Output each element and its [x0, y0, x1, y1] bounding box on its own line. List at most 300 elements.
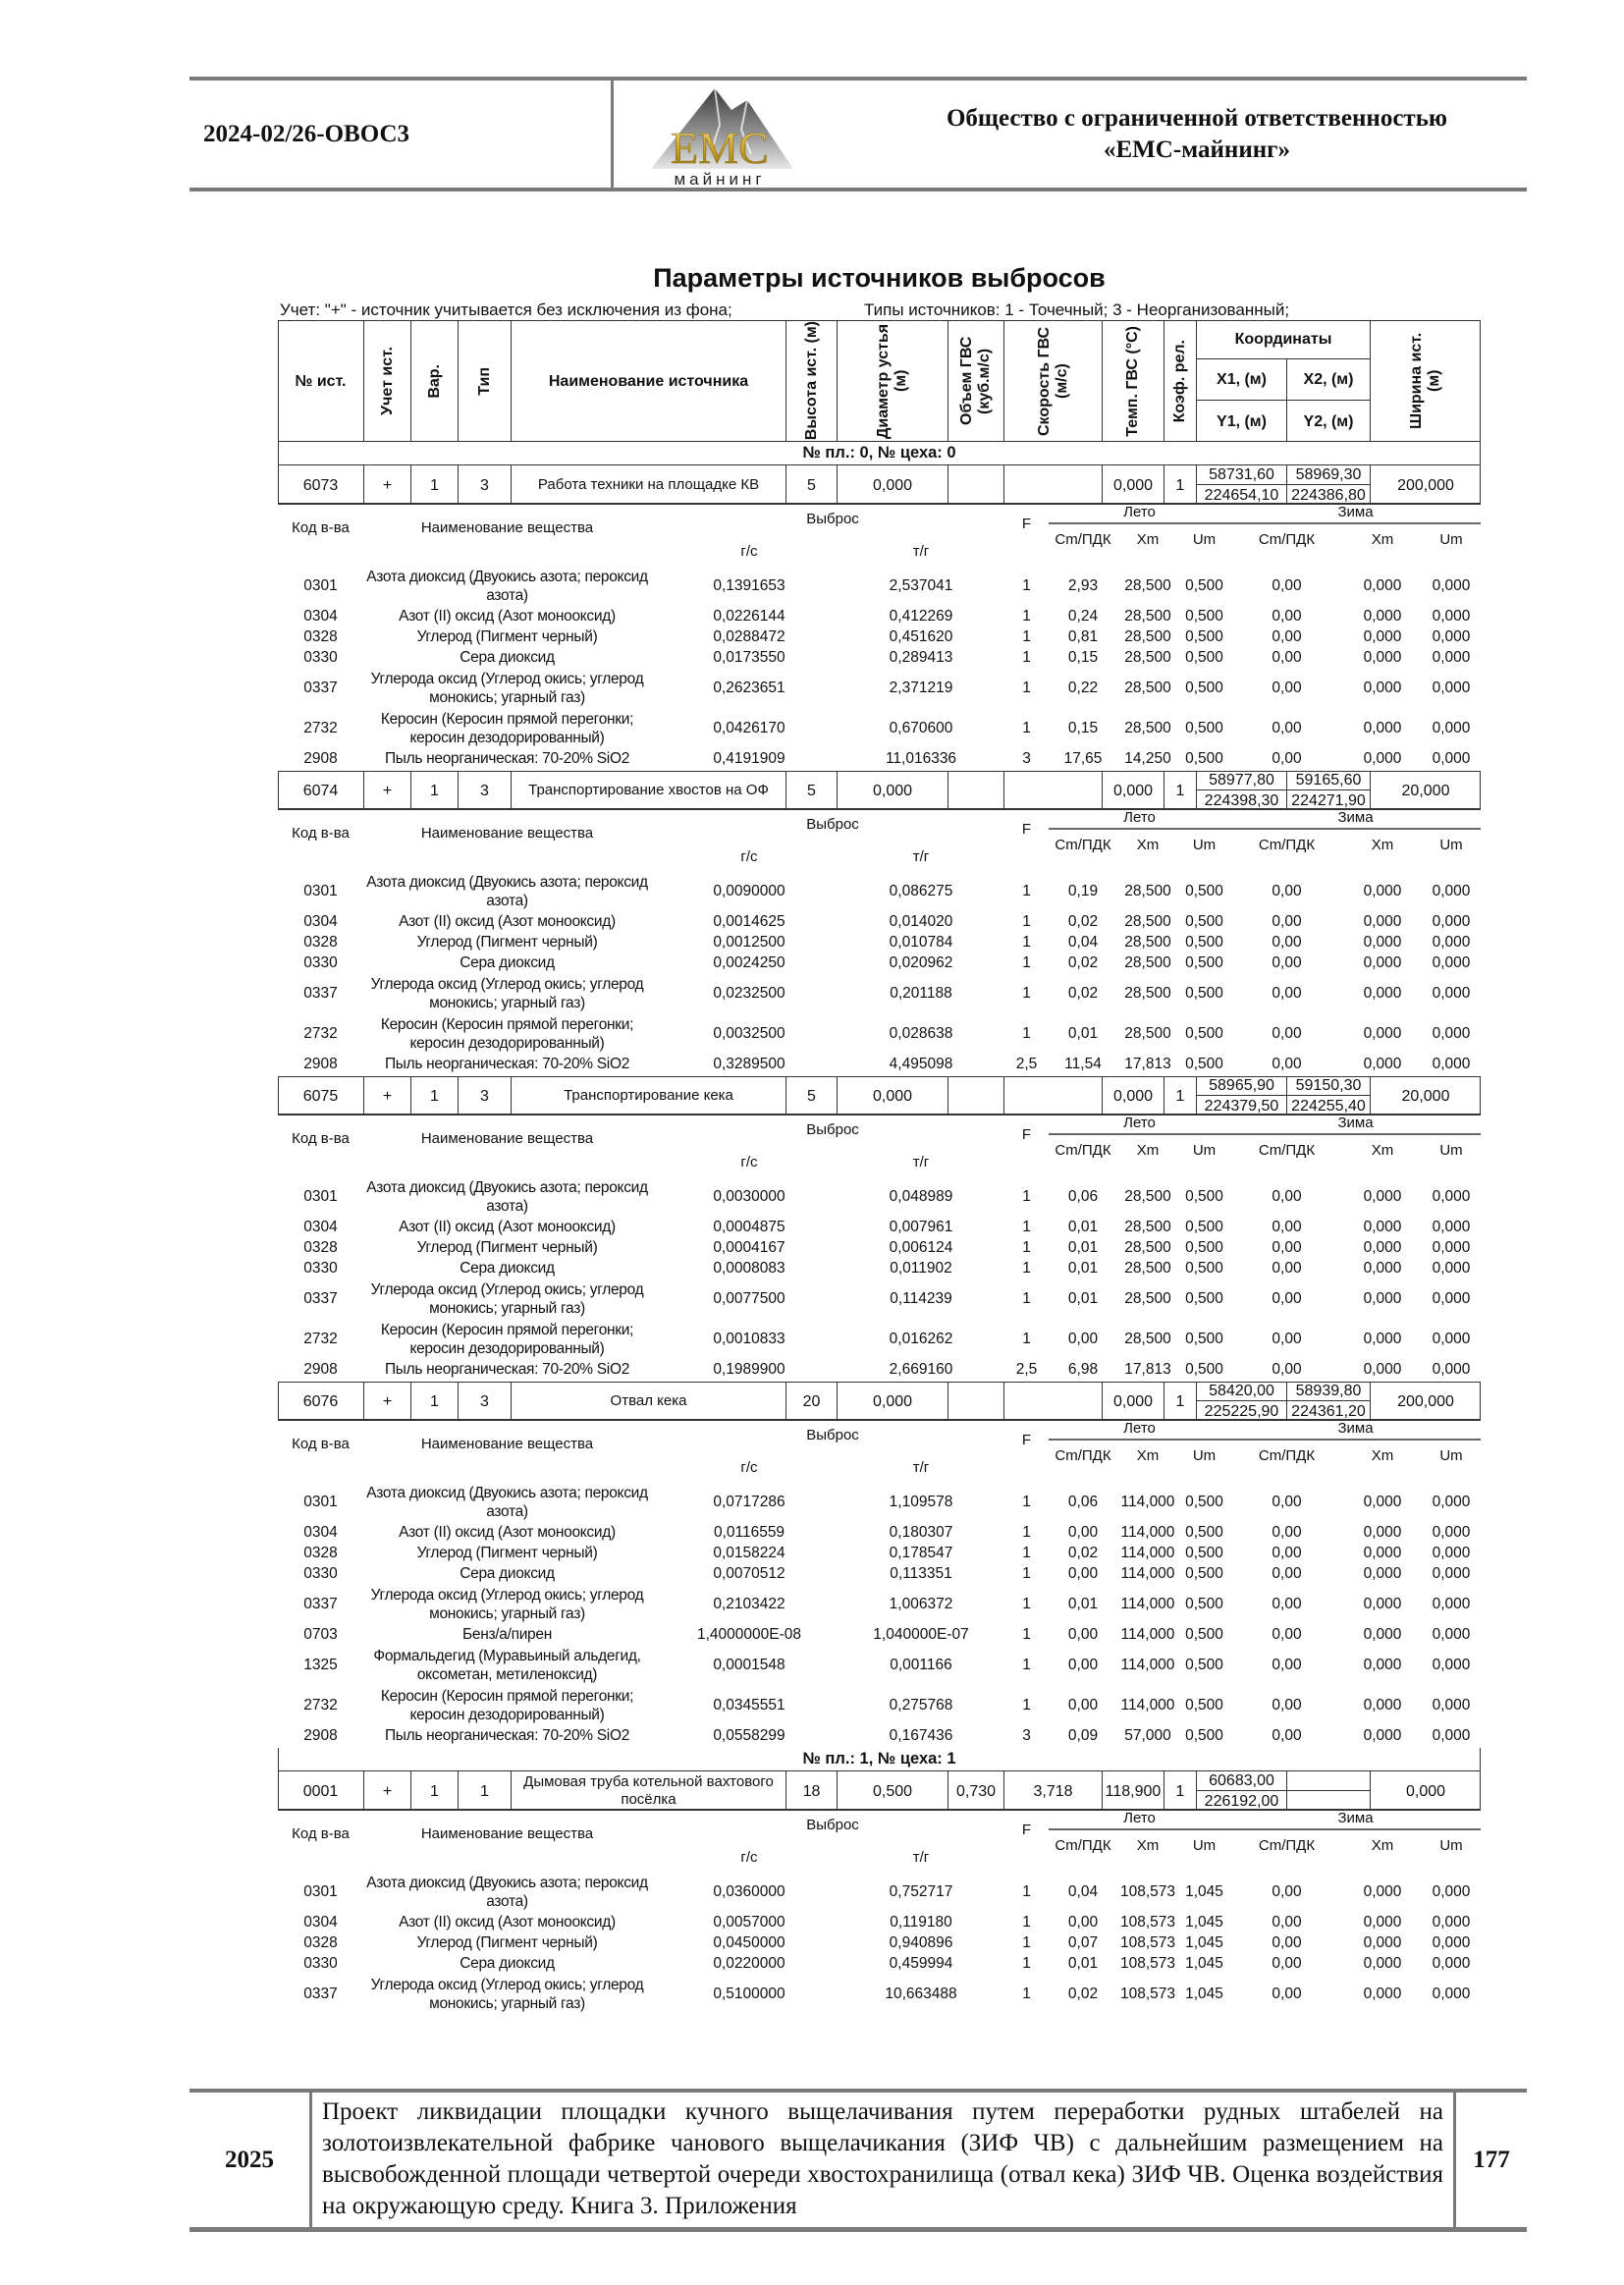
substance-winter-xm: 0,000	[1363, 1565, 1402, 1582]
substance-winter-xm: 0,000	[1363, 934, 1402, 951]
substance-code: 0304	[303, 1219, 338, 1235]
substance-summer-cm: 0,19	[1067, 883, 1099, 899]
substance-tg: 2,371219	[889, 680, 953, 696]
subst-header-name: Наименование вещества	[420, 518, 594, 536]
substance-summer-xm: 114,000	[1120, 1596, 1175, 1612]
substance-gs: 0,0173550	[713, 649, 785, 666]
source-x2: 59150,30	[1286, 1076, 1370, 1096]
subst-header-winter-xm: Xm	[1371, 1836, 1394, 1854]
source-x2: 58939,80	[1286, 1382, 1370, 1401]
header-coef	[1164, 320, 1196, 442]
substance-gs: 0,0010833	[713, 1331, 785, 1347]
subst-header-summer-xm: Xm	[1136, 1836, 1160, 1854]
season-divider	[1049, 1439, 1481, 1441]
substance-summer-um: 0,500	[1185, 1361, 1223, 1378]
source-name: Дымовая труба котельной вахтового посёлка	[511, 1771, 785, 1811]
substance-summer-cm: 0,00	[1067, 1657, 1099, 1673]
substance-winter-xm: 0,000	[1363, 913, 1402, 930]
substance-summer-cm: 0,00	[1067, 1697, 1099, 1714]
source-y1: 225225,90	[1196, 1401, 1286, 1421]
substance-name: Углерод (Пигмент черный)	[416, 1239, 598, 1256]
substance-name: Углерода оксид (Углерод окись; углерод монокись; угарный газ)	[370, 1976, 644, 2012]
substance-code: 0301	[303, 1883, 338, 1900]
substance-f: 1	[1022, 1290, 1031, 1307]
substance-summer-um: 0,500	[1185, 649, 1223, 666]
subst-header-summer-um: Um	[1192, 1141, 1217, 1159]
substance-winter-cm: 0,00	[1272, 1626, 1302, 1643]
substance-f: 1	[1022, 954, 1031, 971]
substance-name: Азота диоксид (Двуокись азота; пероксид азота)	[366, 1874, 648, 1910]
subst-header-code: Код в-ва	[292, 1435, 350, 1452]
substance-winter-cm: 0,00	[1272, 913, 1302, 930]
substance-summer-um: 0,500	[1185, 883, 1223, 899]
substance-summer-cm: 11,54	[1064, 1056, 1102, 1072]
substance-winter-cm: 0,00	[1272, 720, 1302, 736]
substance-summer-um: 0,500	[1185, 1657, 1223, 1673]
substance-summer-xm: 108,573	[1119, 1883, 1176, 1900]
subst-header-winter-cm: Cm/ПДК	[1258, 1836, 1316, 1854]
source-num: 6075	[302, 1087, 339, 1105]
substance-code: 0328	[303, 1545, 338, 1561]
substance-summer-um: 0,500	[1185, 985, 1223, 1002]
header-var	[410, 320, 458, 442]
substance-gs: 0,0024250	[713, 954, 785, 971]
substance-f: 1	[1022, 1331, 1031, 1347]
substance-winter-cm: 0,00	[1272, 577, 1302, 594]
source-temp: 0,000	[1102, 771, 1164, 810]
substance-summer-xm: 114,000	[1120, 1545, 1175, 1561]
substance-tg: 0,752717	[889, 1883, 953, 1900]
section-label: № пл.: 0, № цеха: 0	[278, 442, 1481, 465]
substance-f: 1	[1022, 1626, 1031, 1643]
source-tip: 3	[458, 1382, 511, 1421]
substance-summer-xm: 28,500	[1124, 720, 1171, 736]
source-x2: 58969,30	[1286, 465, 1370, 485]
substance-winter-cm: 0,00	[1272, 985, 1302, 1002]
substance-summer-um: 0,500	[1185, 1056, 1223, 1072]
substance-code: 0328	[303, 628, 338, 645]
source-height: 20	[785, 1382, 837, 1421]
source-volume	[947, 1382, 1003, 1421]
substance-summer-xm: 28,500	[1124, 680, 1171, 696]
substance-tg: 0,028638	[889, 1025, 953, 1042]
substance-winter-um: 0,000	[1432, 1025, 1471, 1042]
footer-project-title: Проект ликвидации площадки кучного выщелачивания путем переработки рудных штабелей на золотоизвлекательной фабрике чанового выщелачикания (ЗИФ ЧВ) с дальнейшим размещением на высвобожденной площади четвертой очереди хвостохранилища (отвал кека) ЗИФ ЧВ. Оценка воздействия на окружающую среду. Книга 3. Приложения	[322, 2098, 1443, 2219]
page-number: 177	[1453, 2093, 1527, 2227]
subst-header-summer: Лето	[1123, 503, 1156, 520]
substance-summer-cm: 0,22	[1067, 680, 1099, 696]
season-divider	[1049, 828, 1481, 830]
source-speed: 3,718	[1003, 1771, 1102, 1811]
subst-header-emission: Выброс	[806, 1120, 859, 1138]
footer-year: 2025	[189, 2093, 312, 2227]
company-logo	[622, 81, 818, 188]
substance-gs: 0,0220000	[713, 1955, 785, 1972]
substance-code: 0304	[303, 1914, 338, 1931]
substance-f: 1	[1022, 1239, 1031, 1256]
substance-gs: 0,0004875	[713, 1219, 785, 1235]
substance-winter-um: 0,000	[1432, 1545, 1471, 1561]
substance-code: 0304	[303, 608, 338, 625]
header-uchet-label: Учет ист.	[378, 347, 396, 415]
substance-name: Пыль неорганическая: 70-20% SiO2	[384, 1727, 630, 1744]
subst-header-name: Наименование вещества	[420, 1435, 594, 1452]
substance-winter-um: 0,000	[1432, 1524, 1471, 1541]
substance-winter-xm: 0,000	[1363, 985, 1402, 1002]
header-coef-label: Коэф. рел.	[1171, 339, 1188, 423]
substance-winter-um: 0,000	[1432, 1290, 1471, 1307]
subst-header-winter-um: Um	[1439, 836, 1463, 853]
substance-name: Углерод (Пигмент черный)	[416, 1934, 598, 1951]
substance-summer-xm: 28,500	[1124, 934, 1171, 951]
substance-tg: 0,201188	[890, 985, 952, 1002]
substance-winter-xm: 0,000	[1363, 1657, 1402, 1673]
substance-winter-um: 0,000	[1432, 1188, 1471, 1205]
substance-summer-um: 1,045	[1185, 1955, 1223, 1972]
substance-gs: 0,0345551	[713, 1697, 785, 1714]
subst-header-winter-um: Um	[1439, 1836, 1463, 1854]
source-x1: 60683,00	[1196, 1771, 1286, 1791]
substance-summer-um: 0,500	[1185, 1626, 1223, 1643]
header-uchet	[363, 320, 410, 442]
subst-header-summer: Лето	[1123, 808, 1156, 826]
substance-code: 0301	[303, 1494, 338, 1510]
subst-header-f: F	[1021, 1125, 1032, 1143]
substance-winter-cm: 0,00	[1272, 1219, 1302, 1235]
substance-winter-cm: 0,00	[1272, 1188, 1302, 1205]
substance-winter-um: 0,000	[1432, 1955, 1471, 1972]
company-name-line2: «ЕМС-майнинг»	[1104, 136, 1290, 163]
substance-tg: 0,289413	[889, 649, 953, 666]
substance-winter-xm: 0,000	[1363, 1290, 1402, 1307]
substance-winter-xm: 0,000	[1363, 1331, 1402, 1347]
substance-winter-um: 0,000	[1432, 883, 1471, 899]
substance-winter-xm: 0,000	[1363, 1260, 1402, 1277]
substance-code: 2732	[303, 1025, 338, 1042]
substance-tg: 0,275768	[889, 1697, 953, 1714]
source-diameter: 0,000	[837, 465, 947, 505]
substance-winter-um: 0,000	[1432, 1934, 1471, 1951]
substance-winter-um: 0,000	[1432, 750, 1471, 767]
source-tip: 1	[458, 1771, 511, 1811]
substance-f: 2,5	[1015, 1056, 1038, 1072]
source-diameter: 0,000	[837, 1382, 947, 1421]
substance-winter-cm: 0,00	[1272, 1934, 1302, 1951]
substance-winter-cm: 0,00	[1272, 1361, 1302, 1378]
subst-header-winter-xm: Xm	[1371, 1446, 1394, 1464]
substance-name: Керосин (Керосин прямой перегонки; керосин дезодорированный)	[380, 1687, 634, 1723]
substance-tg: 0,459994	[889, 1955, 953, 1972]
substance-name: Азот (II) оксид (Азот монооксид)	[399, 1914, 616, 1931]
substance-winter-cm: 0,00	[1272, 1986, 1302, 2002]
substance-summer-um: 0,500	[1185, 1188, 1223, 1205]
substance-summer-xm: 28,500	[1124, 1025, 1171, 1042]
substance-gs: 0,0116559	[713, 1524, 785, 1541]
substance-gs: 0,0004167	[713, 1239, 785, 1256]
subst-header-summer-cm: Cm/ПДК	[1055, 1446, 1111, 1464]
substance-summer-um: 0,500	[1185, 1239, 1223, 1256]
substance-summer-um: 0,500	[1185, 628, 1223, 645]
header-speed	[1003, 320, 1102, 442]
substance-winter-um: 0,000	[1432, 954, 1471, 971]
substance-winter-um: 0,000	[1432, 1883, 1471, 1900]
source-width: 200,000	[1370, 1382, 1481, 1421]
svg-text:майнинг: майнинг	[674, 170, 766, 189]
substance-f: 1	[1022, 628, 1031, 645]
substance-gs: 0,2103422	[713, 1596, 785, 1612]
substance-tg: 0,178547	[889, 1545, 953, 1561]
substance-summer-cm: 0,01	[1067, 1955, 1099, 1972]
substance-name: Сера диоксид	[460, 1260, 555, 1277]
source-num: 0001	[302, 1782, 339, 1800]
subst-header-tg: т/г	[912, 1848, 930, 1866]
substance-gs: 0,0288472	[713, 628, 785, 645]
substance-name: Углерод (Пигмент черный)	[416, 1545, 598, 1561]
substance-summer-xm: 114,000	[1120, 1626, 1175, 1643]
substance-winter-xm: 0,000	[1363, 1697, 1402, 1714]
header-y2: Y2, (м)	[1286, 401, 1370, 442]
substance-summer-xm: 108,573	[1119, 1914, 1176, 1931]
substance-winter-cm: 0,00	[1272, 1657, 1302, 1673]
substance-winter-cm: 0,00	[1272, 1239, 1302, 1256]
substance-name: Сера диоксид	[460, 1955, 555, 1972]
substance-tg: 0,007961	[889, 1219, 953, 1235]
substance-winter-um: 0,000	[1432, 720, 1471, 736]
substance-tg: 1,006372	[889, 1596, 953, 1612]
substance-winter-um: 0,000	[1432, 680, 1471, 696]
subst-header-summer-xm: Xm	[1136, 530, 1160, 548]
header-x1: X1, (м)	[1196, 359, 1286, 401]
substance-tg: 1,109578	[889, 1494, 953, 1510]
source-speed	[1003, 1076, 1102, 1115]
substance-summer-xm: 28,500	[1124, 628, 1171, 645]
substance-summer-xm: 28,500	[1124, 608, 1171, 625]
substance-winter-um: 0,000	[1432, 1331, 1471, 1347]
subst-header-summer-xm: Xm	[1136, 1141, 1160, 1159]
substance-summer-xm: 28,500	[1124, 883, 1171, 899]
source-y2: 224386,80	[1286, 485, 1370, 505]
substance-summer-um: 0,500	[1185, 1697, 1223, 1714]
subst-header-summer: Лето	[1123, 1114, 1156, 1131]
substance-summer-cm: 6,98	[1067, 1361, 1099, 1378]
substance-tg: 10,663488	[885, 1986, 957, 2002]
substance-gs: 0,0032500	[713, 1025, 785, 1042]
substance-gs: 0,0426170	[713, 720, 785, 736]
subst-header-name: Наименование вещества	[420, 824, 594, 842]
substance-f: 1	[1022, 1188, 1031, 1205]
source-temp: 0,000	[1102, 465, 1164, 505]
substance-f: 2,5	[1015, 1361, 1038, 1378]
substance-summer-xm: 108,573	[1119, 1934, 1176, 1951]
season-divider	[1049, 522, 1481, 524]
substance-summer-xm: 114,000	[1120, 1697, 1175, 1714]
substance-summer-cm: 0,01	[1067, 1596, 1099, 1612]
substance-summer-cm: 0,24	[1067, 608, 1099, 625]
substance-gs: 0,3289500	[713, 1056, 785, 1072]
source-uchet: +	[363, 771, 410, 810]
substance-code: 0337	[303, 680, 338, 696]
source-uchet: +	[363, 1771, 410, 1811]
subst-header-tg: т/г	[912, 1153, 930, 1170]
substance-winter-xm: 0,000	[1363, 1239, 1402, 1256]
substance-name: Углерод (Пигмент черный)	[416, 934, 598, 951]
subst-header-summer-cm: Cm/ПДК	[1055, 530, 1111, 548]
substance-summer-um: 1,045	[1185, 1986, 1223, 2002]
substance-name: Сера диоксид	[460, 1565, 555, 1582]
header-speed-label: Скорость ГВС (м/с)	[1035, 326, 1070, 436]
subst-header-code: Код в-ва	[292, 1129, 350, 1147]
substance-tg: 2,669160	[889, 1361, 953, 1378]
company-name-line1: Общество с ограниченной ответственностью	[946, 104, 1448, 132]
substance-code: 2908	[303, 750, 338, 767]
substance-summer-cm: 0,00	[1067, 1626, 1099, 1643]
substance-tg: 0,014020	[889, 913, 953, 930]
substance-summer-um: 0,500	[1185, 750, 1223, 767]
substance-winter-xm: 0,000	[1363, 649, 1402, 666]
substance-name: Азота диоксид (Двуокись азота; пероксид азота)	[366, 1484, 648, 1520]
source-tip: 3	[458, 771, 511, 810]
source-diameter: 0,000	[837, 771, 947, 810]
header-temp-label: Темп. ГВС (°С)	[1124, 325, 1141, 437]
substance-winter-cm: 0,00	[1272, 1025, 1302, 1042]
substance-gs: 0,0226144	[713, 608, 785, 625]
subst-header-f: F	[1021, 1431, 1032, 1448]
substance-code: 0301	[303, 883, 338, 899]
substance-summer-xm: 57,000	[1124, 1727, 1171, 1744]
substance-code: 1325	[303, 1657, 338, 1673]
source-speed	[1003, 1382, 1102, 1421]
substance-winter-cm: 0,00	[1272, 934, 1302, 951]
substance-gs: 0,2623651	[713, 680, 785, 696]
substance-tg: 0,048989	[889, 1188, 953, 1205]
source-name: Транспортирование кека	[511, 1076, 785, 1115]
subst-header-tg: т/г	[912, 542, 930, 560]
source-y1: 226192,00	[1196, 1791, 1286, 1811]
substance-winter-xm: 0,000	[1363, 1955, 1402, 1972]
subst-header-summer: Лето	[1123, 1809, 1156, 1826]
substance-summer-um: 0,500	[1185, 913, 1223, 930]
substance-code: 0328	[303, 1239, 338, 1256]
substance-f: 1	[1022, 608, 1031, 625]
substance-code: 0304	[303, 1524, 338, 1541]
substance-gs: 0,1989900	[713, 1361, 785, 1378]
substance-winter-cm: 0,00	[1272, 1260, 1302, 1277]
substance-summer-cm: 0,15	[1067, 649, 1099, 666]
substance-code: 0330	[303, 1565, 338, 1582]
substance-winter-um: 0,000	[1432, 913, 1471, 930]
substance-tg: 0,119180	[890, 1914, 952, 1931]
substance-summer-um: 1,045	[1185, 1883, 1223, 1900]
substance-summer-cm: 0,02	[1067, 985, 1099, 1002]
subst-header-name: Наименование вещества	[420, 1824, 594, 1842]
substance-gs: 0,1391653	[713, 577, 785, 594]
substance-winter-xm: 0,000	[1363, 1361, 1402, 1378]
substance-summer-xm: 114,000	[1120, 1494, 1175, 1510]
substance-tg: 0,001166	[890, 1657, 952, 1673]
page-footer	[189, 2089, 1527, 2232]
substance-tg: 0,180307	[889, 1524, 953, 1541]
subst-header-summer: Лето	[1123, 1419, 1156, 1437]
source-y2: 224255,40	[1286, 1096, 1370, 1115]
subst-header-summer-cm: Cm/ПДК	[1055, 1836, 1111, 1854]
company-name	[867, 81, 1527, 188]
subst-header-winter-um: Um	[1439, 1141, 1463, 1159]
header-tip-label: Тип	[475, 366, 493, 396]
source-num: 6073	[302, 476, 339, 494]
source-tip: 3	[458, 1076, 511, 1115]
source-height: 18	[785, 1771, 837, 1811]
substance-winter-cm: 0,00	[1272, 649, 1302, 666]
substance-winter-um: 0,000	[1432, 934, 1471, 951]
substance-f: 1	[1022, 934, 1031, 951]
substance-summer-cm: 0,02	[1067, 1545, 1099, 1561]
substance-f: 1	[1022, 883, 1031, 899]
substance-code: 0301	[303, 1188, 338, 1205]
substance-summer-cm: 17,65	[1063, 750, 1103, 767]
substance-tg: 0,113351	[890, 1565, 952, 1582]
source-x1: 58965,90	[1196, 1076, 1286, 1096]
substance-winter-cm: 0,00	[1272, 1883, 1302, 1900]
substance-winter-um: 0,000	[1432, 608, 1471, 625]
substance-name: Пыль неорганическая: 70-20% SiO2	[384, 750, 630, 767]
substance-gs: 0,0360000	[713, 1883, 785, 1900]
subst-header-emission: Выброс	[806, 815, 859, 833]
substance-winter-cm: 0,00	[1272, 628, 1302, 645]
substance-summer-cm: 0,00	[1067, 1565, 1099, 1582]
substance-winter-xm: 0,000	[1363, 750, 1402, 767]
substance-summer-cm: 0,01	[1067, 1219, 1099, 1235]
substance-winter-um: 0,000	[1432, 1239, 1471, 1256]
substance-code: 2908	[303, 1727, 338, 1744]
substance-tg: 0,006124	[889, 1239, 953, 1256]
source-uchet: +	[363, 465, 410, 505]
substance-winter-cm: 0,00	[1272, 1955, 1302, 1972]
substance-summer-cm: 0,09	[1067, 1727, 1099, 1744]
substance-winter-xm: 0,000	[1363, 720, 1402, 736]
substance-winter-cm: 0,00	[1272, 1697, 1302, 1714]
subst-header-summer-um: Um	[1192, 530, 1217, 548]
substance-summer-um: 0,500	[1185, 1727, 1223, 1744]
source-y1: 224379,50	[1196, 1096, 1286, 1115]
source-y1: 224654,10	[1196, 485, 1286, 505]
substance-summer-cm: 0,15	[1067, 720, 1099, 736]
source-speed	[1003, 465, 1102, 505]
season-divider	[1049, 1828, 1481, 1830]
header-diameter	[837, 320, 947, 442]
substance-summer-xm: 108,573	[1119, 1955, 1176, 1972]
substance-winter-cm: 0,00	[1272, 1914, 1302, 1931]
source-volume	[947, 465, 1003, 505]
source-coef: 1	[1164, 465, 1196, 505]
substance-summer-cm: 0,04	[1067, 1883, 1099, 1900]
legend-uchet: Учет: "+" - источник учитывается без исключения из фона;	[280, 300, 732, 319]
substance-winter-xm: 0,000	[1363, 1188, 1402, 1205]
substance-gs: 0,0008083	[713, 1260, 785, 1277]
substance-gs: 0,5100000	[713, 1986, 785, 2002]
header-source-name: Наименование источника	[511, 320, 785, 442]
substance-f: 1	[1022, 1657, 1031, 1673]
substance-name: Пыль неорганическая: 70-20% SiO2	[384, 1056, 630, 1072]
substance-name: Азота диоксид (Двуокись азота; пероксид азота)	[366, 568, 648, 604]
substance-f: 1	[1022, 1883, 1031, 1900]
substance-code: 0337	[303, 1596, 338, 1612]
substance-summer-cm: 0,81	[1067, 628, 1099, 645]
substance-winter-xm: 0,000	[1363, 1219, 1402, 1235]
header-diameter-label: Диаметр устья (м)	[875, 323, 909, 439]
source-y2: 224271,90	[1286, 790, 1370, 810]
subst-header-winter-xm: Xm	[1371, 836, 1394, 853]
source-x1: 58731,60	[1196, 465, 1286, 485]
